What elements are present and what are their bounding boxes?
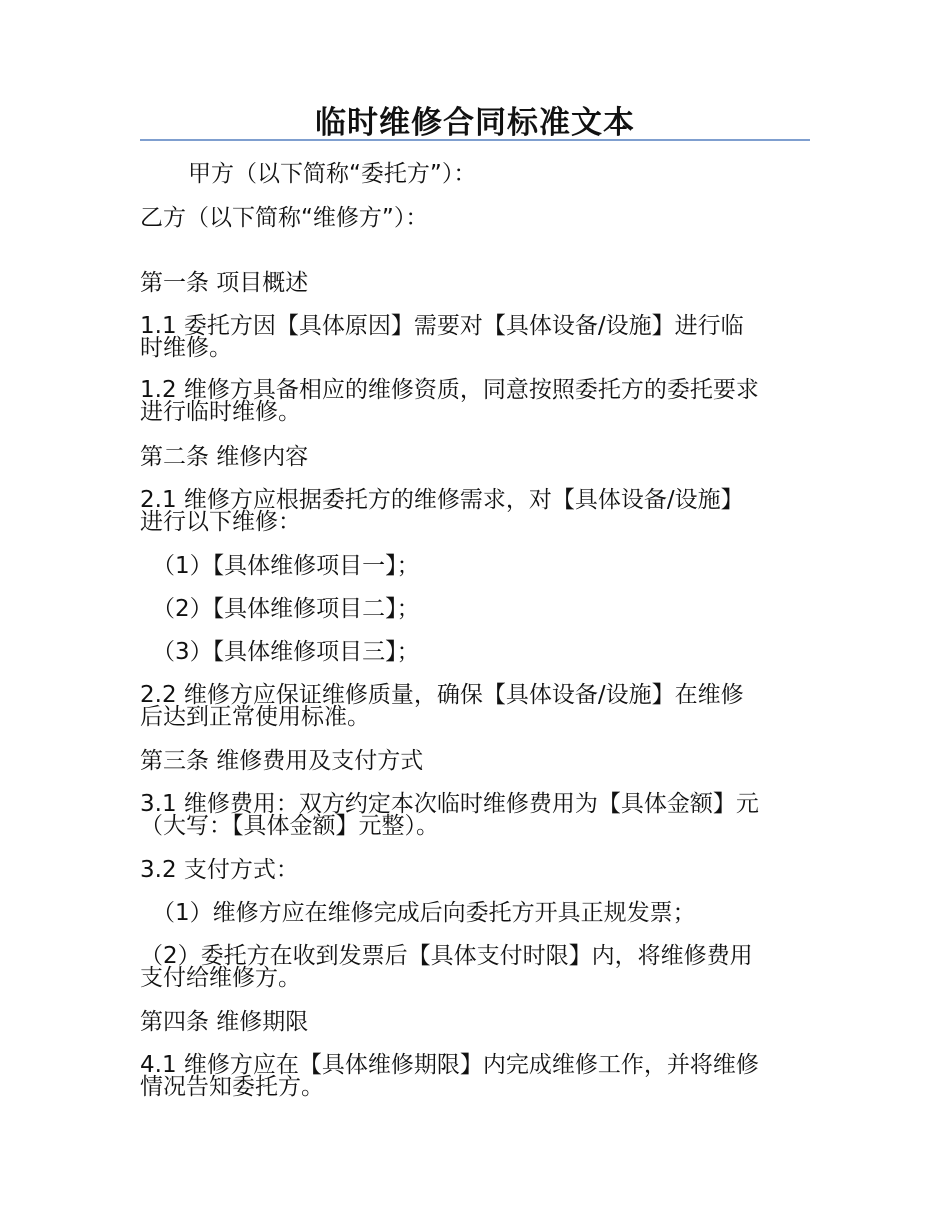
payment-item-1: （1）维修方应在维修完成后向委托方开具正规发票； (152, 900, 696, 926)
clause-4-1-line-1: 4.1 维修方应在【具体维修期限】内完成维修工作，并将维修 (140, 1052, 759, 1078)
party-a-line: 甲方（以下简称“委托方”）： (188, 161, 477, 187)
clause-2-1-line-2: 进行以下维修： (140, 509, 301, 535)
clause-3-1-line-2: （大写：【具体金额】元整）。 (140, 813, 439, 839)
clause-2-2-line-2: 后达到正常使用标准。 (140, 704, 370, 730)
title-underline (140, 139, 810, 141)
clause-1-2-line-2: 进行临时维修。 (140, 399, 301, 425)
clause-2-1-line-1: 2.1 维修方应根据委托方的维修需求，对【具体设备/设施】 (140, 487, 744, 513)
clause-1-2-line-1: 1.2 维修方具备相应的维修资质，同意按照委托方的委托要求 (140, 377, 759, 403)
list-item: （1）【具体维修项目一】； (152, 553, 420, 579)
list-item: （2）【具体维修项目二】； (152, 596, 420, 622)
clause-3-2: 3.2 支付方式： (140, 857, 299, 883)
article-1-heading: 第一条 项目概述 (140, 270, 309, 296)
clause-3-1-line-1: 3.1 维修费用：双方约定本次临时维修费用为【具体金额】元 (140, 791, 759, 817)
party-b-line: 乙方（以下简称“维修方”）： (140, 205, 429, 231)
document-title: 临时维修合同标准文本 (315, 105, 635, 141)
article-2-heading: 第二条 维修内容 (140, 444, 309, 470)
list-item: （3）【具体维修项目三】； (152, 639, 420, 665)
article-3-heading: 第三条 维修费用及支付方式 (140, 748, 424, 774)
payment-item-2-line-2: 支付给维修方。 (140, 965, 301, 991)
article-4-heading: 第四条 维修期限 (140, 1009, 309, 1035)
clause-1-1-line-2: 时维修。 (140, 335, 232, 361)
clause-2-2-line-1: 2.2 维修方应保证维修质量，确保【具体设备/设施】在维修 (140, 682, 744, 708)
payment-item-2-line-1: （2）委托方在收到发票后【具体支付时限】内，将维修费用 (140, 943, 753, 969)
clause-4-1-line-2: 情况告知委托方。 (140, 1074, 324, 1100)
clause-1-1-line-1: 1.1 委托方因【具体原因】需要对【具体设备/设施】进行临 (140, 313, 744, 339)
